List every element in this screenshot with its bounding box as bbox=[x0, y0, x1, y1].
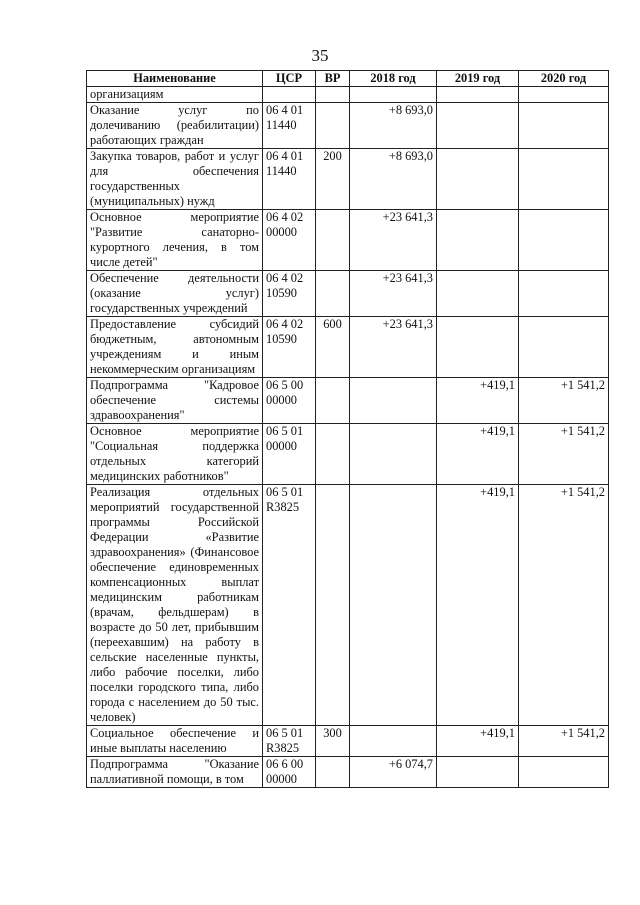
row-2020 bbox=[519, 103, 609, 149]
header-vr: ВР bbox=[316, 71, 350, 87]
row-2019: +419,1 bbox=[437, 485, 519, 726]
row-2018 bbox=[350, 485, 437, 726]
header-2019: 2019 год bbox=[437, 71, 519, 87]
row-csr: 06 4 02 10590 bbox=[263, 271, 316, 317]
row-vr bbox=[316, 271, 350, 317]
row-name: Обеспечение деятельности (оказание услуг) государственных учреждений bbox=[87, 271, 263, 317]
table-row bbox=[87, 378, 609, 424]
row-name: Социальное обеспечение и иные выплаты населению bbox=[87, 726, 263, 757]
row-2018 bbox=[350, 87, 437, 103]
row-name: организациям bbox=[87, 87, 263, 103]
row-2019 bbox=[437, 210, 519, 271]
row-vr bbox=[316, 103, 350, 149]
row-vr bbox=[316, 87, 350, 103]
table-row bbox=[87, 103, 609, 149]
row-2019 bbox=[437, 103, 519, 149]
row-csr: 06 4 02 10590 bbox=[263, 317, 316, 378]
row-2020: +1 541,2 bbox=[519, 485, 609, 726]
row-name: Оказание услуг по долечиванию (реабилитации) работающих граждан bbox=[87, 103, 263, 149]
row-csr: 06 4 02 00000 bbox=[263, 210, 316, 271]
row-vr: 600 bbox=[316, 317, 350, 378]
table-row bbox=[87, 757, 609, 788]
row-csr: 06 5 01 R3825 bbox=[263, 485, 316, 726]
row-name: Подпрограмма "Оказание паллиативной помощи, в том bbox=[87, 757, 263, 788]
row-2018: +6 074,7 bbox=[350, 757, 437, 788]
row-2020: +1 541,2 bbox=[519, 424, 609, 485]
row-2018: +23 641,3 bbox=[350, 317, 437, 378]
row-vr: 300 bbox=[316, 726, 350, 757]
table-row bbox=[87, 149, 609, 210]
row-2020: +1 541,2 bbox=[519, 378, 609, 424]
row-csr: 06 5 00 00000 bbox=[263, 378, 316, 424]
row-2018: +23 641,3 bbox=[350, 271, 437, 317]
row-2018: +8 693,0 bbox=[350, 149, 437, 210]
row-2020 bbox=[519, 757, 609, 788]
row-2019 bbox=[437, 87, 519, 103]
row-2019 bbox=[437, 317, 519, 378]
row-2019: +419,1 bbox=[437, 726, 519, 757]
row-name: Закупка товаров, работ и услуг для обеспечения государственных (муниципальных) нужд bbox=[87, 149, 263, 210]
page-number: 35 bbox=[311, 46, 329, 65]
row-csr: 06 4 01 11440 bbox=[263, 103, 316, 149]
row-2020 bbox=[519, 210, 609, 271]
header-2020: 2020 год bbox=[519, 71, 609, 87]
row-2019 bbox=[437, 757, 519, 788]
row-2018 bbox=[350, 424, 437, 485]
row-2020: +1 541,2 bbox=[519, 726, 609, 757]
row-name: Основное мероприятие "Развитие санаторно-курортного лечения, в том числе детей" bbox=[87, 210, 263, 271]
table-row bbox=[87, 317, 609, 378]
table-row bbox=[87, 87, 609, 103]
row-2019 bbox=[437, 149, 519, 210]
row-2018 bbox=[350, 726, 437, 757]
header-2018: 2018 год bbox=[350, 71, 437, 87]
header-name: Наименование bbox=[87, 71, 263, 87]
row-2020 bbox=[519, 317, 609, 378]
row-vr bbox=[316, 378, 350, 424]
row-vr bbox=[316, 424, 350, 485]
table-row bbox=[87, 210, 609, 271]
table-header-row bbox=[87, 71, 609, 87]
row-vr: 200 bbox=[316, 149, 350, 210]
table-row bbox=[87, 271, 609, 317]
row-name: Основное мероприятие "Социальная поддержка отдельных категорий медицинских работников" bbox=[87, 424, 263, 485]
table-row bbox=[87, 485, 609, 726]
row-2019 bbox=[437, 271, 519, 317]
row-2020 bbox=[519, 149, 609, 210]
table-row bbox=[87, 424, 609, 485]
row-name: Реализация отдельных мероприятий государственной программы Российской Федерации «Развитие здравоохранения» (Финансовое обеспечение единовременных компенсационных выплат медицинским работникам (врачам, фельдшерам) в возрасте до 50 лет, прибывшим (переехавшим) на работу в сельские населенные пункты, либо рабочие поселки, либо поселки городского типа, либо города с населением до 50 тыс. человек) bbox=[87, 485, 263, 726]
row-2020 bbox=[519, 87, 609, 103]
row-2019: +419,1 bbox=[437, 378, 519, 424]
header-csr: ЦСР bbox=[263, 71, 316, 87]
row-vr bbox=[316, 210, 350, 271]
row-csr: 06 5 01 00000 bbox=[263, 424, 316, 485]
row-2020 bbox=[519, 271, 609, 317]
row-csr: 06 5 01 R3825 bbox=[263, 726, 316, 757]
row-vr bbox=[316, 485, 350, 726]
row-name: Подпрограмма "Кадровое обеспечение системы здравоохранения" bbox=[87, 378, 263, 424]
row-2018: +23 641,3 bbox=[350, 210, 437, 271]
row-csr bbox=[263, 87, 316, 103]
budget-table bbox=[86, 70, 609, 788]
row-2018 bbox=[350, 378, 437, 424]
row-2019: +419,1 bbox=[437, 424, 519, 485]
row-2018: +8 693,0 bbox=[350, 103, 437, 149]
row-csr: 06 6 00 00000 bbox=[263, 757, 316, 788]
row-csr: 06 4 01 11440 bbox=[263, 149, 316, 210]
row-vr bbox=[316, 757, 350, 788]
table-row bbox=[87, 726, 609, 757]
row-name: Предоставление субсидий бюджетным, автономным учреждениям и иным некоммерческим организациям bbox=[87, 317, 263, 378]
